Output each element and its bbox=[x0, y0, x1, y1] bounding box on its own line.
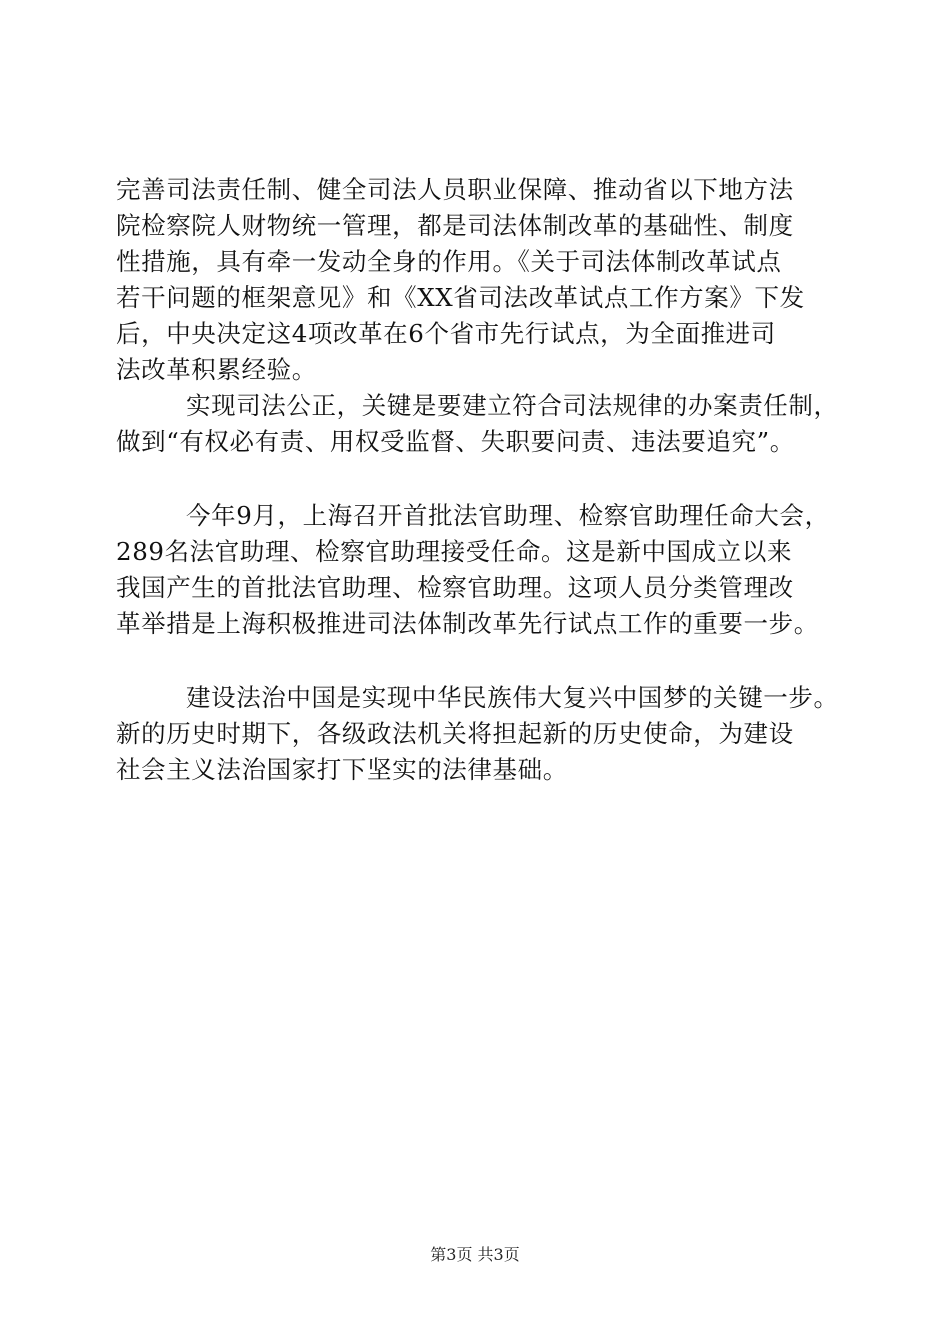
text-line: 我国产生的首批法官助理、检察官助理。这项人员分类管理改 bbox=[116, 573, 794, 602]
text-line: 若干问题的框架意见》和《XX省司法改革试点工作方案》下发 bbox=[116, 283, 805, 312]
text-line: 院检察院人财物统一管理，都是司法体制改革的基础性、制度 bbox=[116, 211, 794, 240]
text-line: 法改革积累经验。 bbox=[116, 355, 317, 384]
paragraph-1 bbox=[116, 172, 846, 388]
text-line: 社会主义法治国家打下坚实的法律基础。 bbox=[116, 755, 568, 784]
page-number-label: 第3页 共3页 bbox=[430, 1245, 520, 1264]
paragraph-gap bbox=[116, 460, 846, 498]
document-body bbox=[116, 172, 846, 788]
paragraph-gap bbox=[116, 642, 846, 680]
text-line: 革举措是上海积极推进司法体制改革先行试点工作的重要一步。 bbox=[116, 609, 819, 638]
paragraph-3 bbox=[116, 498, 846, 642]
text-line: 建设法治中国是实现中华民族伟大复兴中国梦的关键一步。 bbox=[186, 683, 839, 712]
text-line: 完善司法责任制、健全司法人员职业保障、推动省以下地方法 bbox=[116, 175, 794, 204]
text-line: 今年9月，上海召开首批法官助理、检察官助理任命大会， bbox=[186, 501, 830, 530]
text-line: 289名法官助理、检察官助理接受任命。这是新中国成立以来 bbox=[116, 537, 793, 566]
page-footer bbox=[0, 1244, 950, 1266]
text-line: 性措施，具有牵一发动全身的作用。《关于司法体制改革试点 bbox=[116, 247, 782, 276]
text-line: 做到“有权必有责、用权受监督、失职要问责、违法要追究”。 bbox=[116, 427, 795, 456]
paragraph-4 bbox=[116, 680, 846, 788]
text-line: 新的历史时期下，各级政法机关将担起新的历史使命，为建设 bbox=[116, 719, 794, 748]
text-line: 后，中央决定这4项改革在6个省市先行试点，为全面推进司 bbox=[116, 319, 776, 348]
paragraph-2 bbox=[116, 388, 846, 460]
text-line: 实现司法公正，关键是要建立符合司法规律的办案责任制， bbox=[186, 391, 839, 420]
